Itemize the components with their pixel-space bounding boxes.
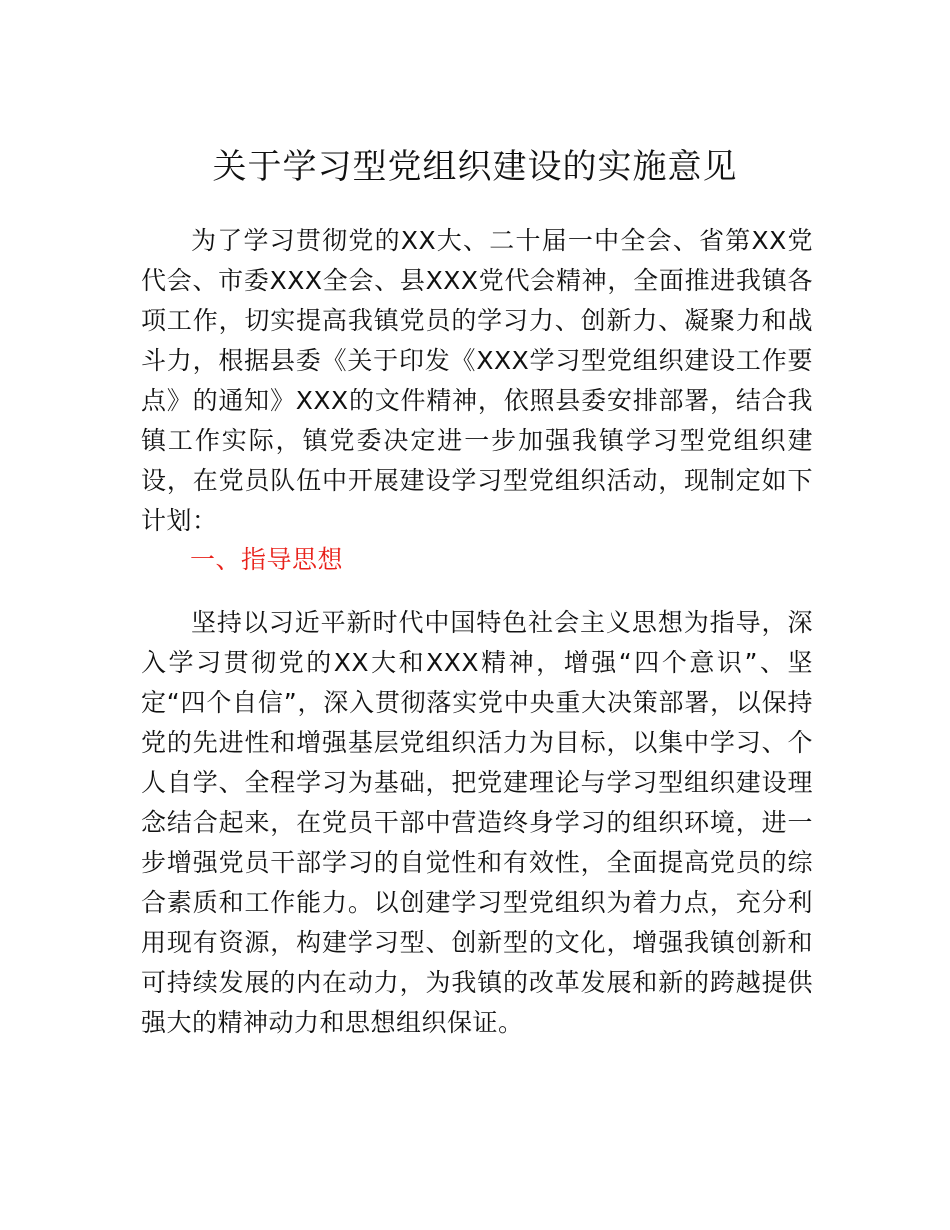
intro-paragraph: 为了学习贯彻党的XX大、二十届一中全会、省第XX党代会、市委XXX全会、县XXX党代会精神，全面推进我镇各项工作，切实提高我镇党员的学习力、创新力、凝聚力和战斗力，根据县委《关于印发《XXX学习型党组织建设工作要点》的通知》XXX的文件精神，依照县委安排部署，结合我镇工作实际，镇党委决定进一步加强我镇学习型党组织建设，在党员队伍中开展建设学习型党组织活动，现制定如下计划： [141, 226, 813, 535]
section-paragraph-guiding-ideology: 坚持以习近平新时代中国特色社会主义思想为指导，深入学习贯彻党的XX大和XXX精神，增强“四个意识”、坚定“四个自信”，深入贯彻落实党中央重大决策部署，以保持党的先进性和增强基层党组织活力为目标，以集中学习、个人自学、全程学习为基础，把党建理论与学习型组织建设理念结合起来，在党员干部中营造终身学习的组织环境，进一步增强党员干部学习的自觉性和有效性，全面提高党员的综合素质和工作能力。以创建学习型党组织为着力点，充分利用现有资源，构建学习型、创新型的文化，增强我镇创新和可持续发展的内在动力，为我镇的改革发展和新的跨越提供强大的精神动力和思想组织保证。 [141, 608, 813, 1037]
section-heading-guiding-ideology: 一、指导思想 [190, 545, 344, 574]
document-title: 关于学习型党组织建设的实施意见 [212, 147, 738, 187]
